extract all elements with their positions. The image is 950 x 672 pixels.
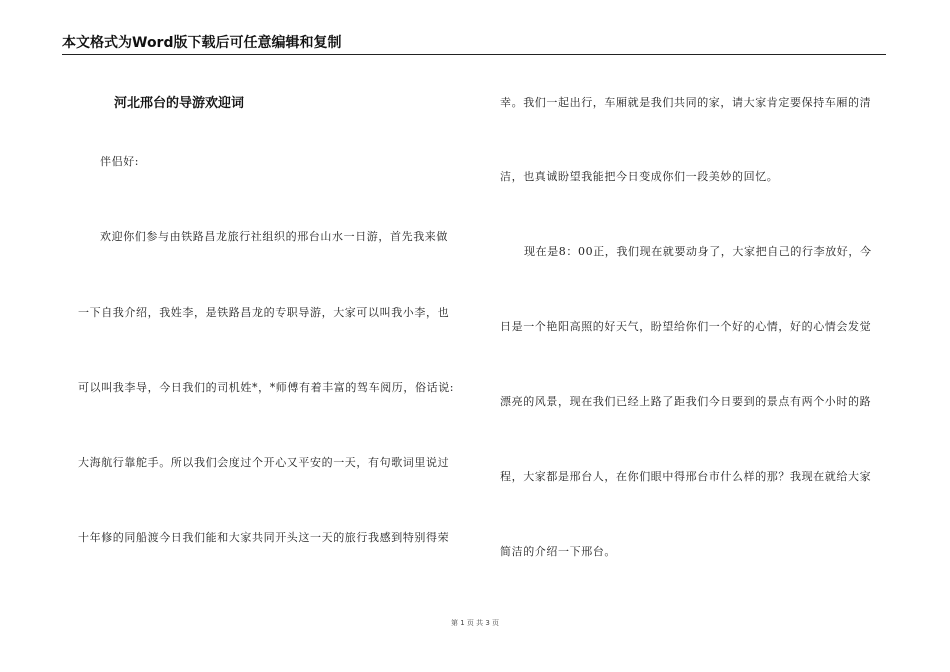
- paragraph-line: 简洁的介绍一下邢台。: [500, 545, 616, 558]
- paragraph-line: 一下自我介绍，我姓李，是铁路昌龙的专职导游，大家可以叫我小李，也: [78, 306, 450, 319]
- paragraph-line: 十年修的同船渡今日我们能和大家共同开头这一天的旅行我感到特别得荣: [78, 531, 450, 544]
- page-title: 河北邢台的导游欢迎词: [114, 96, 245, 111]
- document-header: 本文格式为Word版下载后可任意编辑和复制: [62, 35, 342, 51]
- paragraph-line: 幸。我们一起出行，车厢就是我们共同的家，请大家肯定要保持车厢的清: [500, 96, 872, 109]
- header-divider: [62, 54, 886, 55]
- paragraph-line: 漂亮的风景，现在我们已经上路了距我们今日要到的景点有两个小时的路: [500, 395, 872, 408]
- paragraph-line: 程，大家都是邢台人，在你们眼中得邢台市什么样的那？我现在就给大家: [500, 470, 872, 483]
- paragraph-line: 现在是8：00正，我们现在就要动身了，大家把自己的行李放好，今: [524, 245, 872, 258]
- page-number: 第 1 页 共 3 页: [450, 619, 500, 627]
- paragraph-line: 洁，也真诚盼望我能把今日变成你们一段美妙的回忆。: [500, 170, 779, 183]
- paragraph-line: 日是一个艳阳高照的好天气，盼望给你们一个好的心情，好的心情会发觉: [500, 320, 872, 333]
- paragraph-line: 伴侣好:: [100, 155, 140, 168]
- paragraph-line: 欢迎你们参与由铁路昌龙旅行社组织的邢台山水一日游，首先我来做: [100, 230, 448, 243]
- paragraph-line: 可以叫我李导，今日我们的司机姓*，*师傅有着丰富的驾车阅历，俗话说:: [78, 381, 455, 394]
- paragraph-line: 大海航行靠舵手。所以我们会度过个开心又平安的一天，有句歌词里说过: [78, 456, 450, 469]
